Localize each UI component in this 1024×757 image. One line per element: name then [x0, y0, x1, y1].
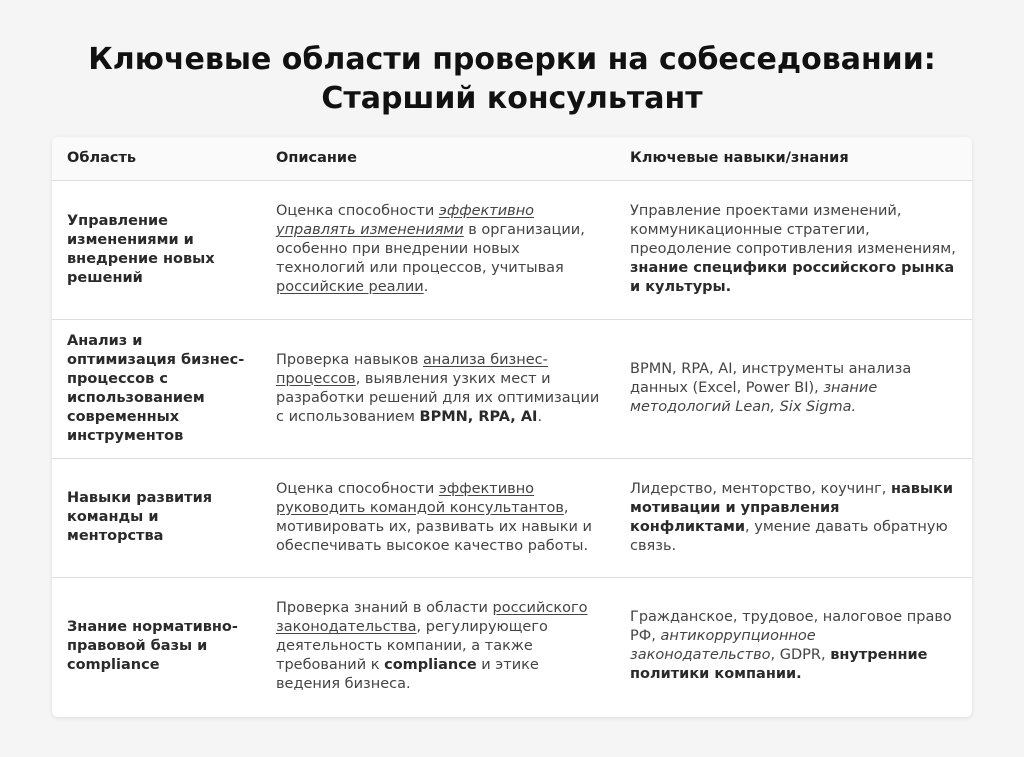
description-cell	[261, 319, 614, 458]
description-text: и этике ведения бизнеса.	[276, 656, 539, 692]
description-text: , регулирующего деятельность компании, а также требований к	[276, 618, 548, 673]
skills-emphasis: антикоррупционное законодательство	[630, 628, 816, 664]
description-highlight: эффективно руководить командой консультантов	[276, 480, 564, 516]
column-header-area: Область	[52, 137, 261, 180]
table-row	[52, 458, 972, 577]
area-cell: Управление изменениями и внедрение новых решений	[67, 212, 215, 286]
skills-cell	[614, 577, 972, 715]
table-row	[52, 577, 972, 715]
description-highlight: российские реалии	[276, 279, 424, 295]
description-text: .	[423, 279, 429, 295]
description-highlight: анализа бизнес-процессов	[276, 351, 548, 387]
description-cell	[261, 458, 614, 577]
table-card	[52, 137, 972, 717]
skills-emphasis: внутренние политики компании.	[630, 647, 928, 683]
column-header-skills: Ключевые навыки/знания	[614, 137, 972, 180]
skills-emphasis: знание методологий Lean, Six Sigma.	[630, 380, 878, 415]
area-cell: Знание нормативно-правовой базы и compliance	[67, 618, 238, 673]
description-text: Оценка способности	[276, 480, 439, 497]
description-cell	[261, 180, 614, 319]
description-text: Проверка знаний в области	[276, 599, 493, 616]
skills-cell	[614, 458, 972, 577]
description-text: , выявления узких мест и разработки решений для их оптимизации с использованием	[276, 370, 600, 425]
skills-text: , умение давать обратную связь.	[630, 518, 948, 554]
skills-text: Лидерство, менторство, коучинг,	[630, 480, 891, 497]
skills-text: , GDPR,	[770, 647, 831, 664]
skills-text: Управление проектами изменений, коммуникационные стратегии, преодоление сопротивления изменениям,	[630, 203, 956, 257]
area-cell: Навыки развития команды и менторства	[67, 490, 213, 544]
description-emphasis: BPMN, RPA, AI	[419, 408, 538, 425]
table-row	[52, 319, 972, 458]
table-header	[52, 137, 972, 180]
table-header-row	[52, 137, 972, 180]
description-text: , мотивировать их, развивать их навыки и обеспечивать высокое качество работы.	[276, 499, 592, 554]
interview-areas-table	[52, 137, 972, 715]
description-highlight: эффективно управлять изменениями	[276, 203, 535, 238]
description-text: Оценка способности	[276, 203, 439, 219]
skills-cell	[614, 180, 972, 319]
skills-text: Гражданское, трудовое, налоговое право РФ,	[630, 609, 952, 645]
description-text: Проверка навыков	[276, 351, 424, 368]
page-title-line-1: Ключевые области проверки на собеседовании:	[88, 42, 936, 77]
skills-emphasis: знание специфики российского рынка и культуры.	[630, 260, 955, 295]
skills-text: BPMN, RPA, AI, инструменты анализа данных (Excel, Power BI),	[630, 361, 912, 396]
skills-emphasis: навыки мотивации и управления конфликтами	[630, 480, 954, 535]
description-highlight: российского законодательства	[276, 599, 588, 635]
page-title	[0, 40, 1024, 118]
description-cell	[261, 577, 614, 715]
area-cell: Анализ и оптимизация бизнес-процессов с использованием современных инструментов	[67, 332, 245, 444]
description-text: .	[537, 408, 543, 425]
column-header-description: Описание	[261, 137, 614, 180]
description-emphasis: compliance	[384, 656, 477, 673]
table-row	[52, 180, 972, 319]
page-title-line-2: Старший консультант	[321, 81, 703, 116]
skills-cell	[614, 319, 972, 458]
description-text: в организации, особенно при внедрении новых технологий или процессов, учитывая	[276, 222, 585, 276]
